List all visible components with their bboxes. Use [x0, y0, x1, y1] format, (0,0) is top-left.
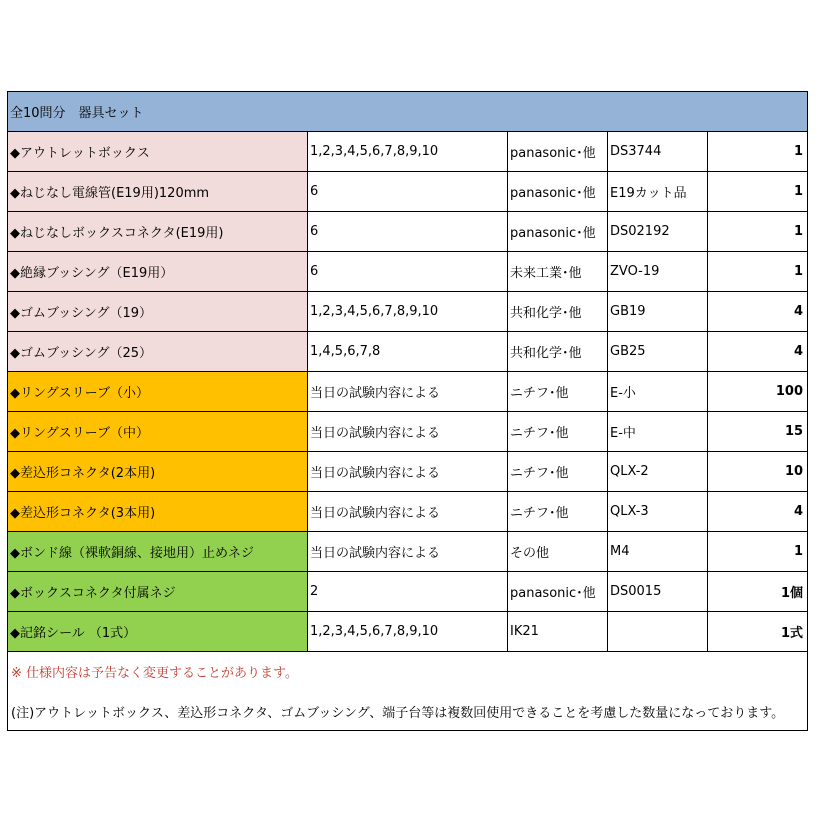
model-cell: QLX-3 [608, 492, 708, 532]
item-name-cell: ◆ボンド線（裸軟銅線、接地用）止めネジ [8, 532, 308, 572]
item-name-cell: ◆絶縁ブッシング（E19用） [8, 252, 308, 292]
table-row [8, 372, 808, 412]
quantity-cell: 4 [708, 332, 808, 372]
maker-cell: ニチフ･他 [508, 492, 608, 532]
item-name-cell: ◆リングスリーブ（中） [8, 412, 308, 452]
problems-cell: 6 [308, 172, 508, 212]
model-cell: M4 [608, 532, 708, 572]
item-name-cell: ◆差込形コネクタ(2本用) [8, 452, 308, 492]
maker-cell: panasonic･他 [508, 212, 608, 252]
quantity-cell: 15 [708, 412, 808, 452]
quantity-remark: (注)アウトレットボックス、差込形コネクタ、ゴムブッシング、端子台等は複数回使用できることを考慮した数量になっております。 [11, 706, 785, 721]
table-row [8, 132, 808, 172]
table-row [8, 532, 808, 572]
problems-cell: 6 [308, 212, 508, 252]
quantity-cell: 1 [708, 172, 808, 212]
table-row [8, 412, 808, 452]
maker-cell: ニチフ･他 [508, 412, 608, 452]
table-row [8, 252, 808, 292]
model-cell: E-小 [608, 372, 708, 412]
table-row [8, 612, 808, 652]
problems-cell: 1,4,5,6,7,8 [308, 332, 508, 372]
maker-cell: 未来工業･他 [508, 252, 608, 292]
maker-cell: その他 [508, 532, 608, 572]
table-row [8, 572, 808, 612]
notes-cell [8, 652, 808, 731]
maker-cell: ニチフ･他 [508, 452, 608, 492]
problems-cell: 1,2,3,4,5,6,7,8,9,10 [308, 292, 508, 332]
maker-cell: panasonic･他 [508, 572, 608, 612]
item-name-cell: ◆記銘シール （1式） [8, 612, 308, 652]
item-name-cell: ◆アウトレットボックス [8, 132, 308, 172]
spec-change-warning: ※ 仕様内容は予告なく変更することがあります。 [11, 666, 298, 681]
problems-cell: 当日の試験内容による [308, 532, 508, 572]
problems-cell: 2 [308, 572, 508, 612]
model-cell: E-中 [608, 412, 708, 452]
maker-cell: 共和化学･他 [508, 292, 608, 332]
table-row [8, 212, 808, 252]
quantity-cell: 100 [708, 372, 808, 412]
equipment-set-sheet [7, 91, 807, 731]
item-name-cell: ◆ゴムブッシング（25） [8, 332, 308, 372]
model-cell: DS3744 [608, 132, 708, 172]
problems-cell: 当日の試験内容による [308, 492, 508, 532]
model-cell: GB19 [608, 292, 708, 332]
equipment-table [7, 91, 808, 731]
problems-cell: 6 [308, 252, 508, 292]
quantity-cell: 1式 [708, 612, 808, 652]
item-name-cell: ◆リングスリーブ（小） [8, 372, 308, 412]
item-name-cell: ◆ボックスコネクタ付属ネジ [8, 572, 308, 612]
model-cell: QLX-2 [608, 452, 708, 492]
item-name-cell: ◆差込形コネクタ(3本用) [8, 492, 308, 532]
title-row [8, 92, 808, 132]
table-row [8, 172, 808, 212]
model-cell: E19カット品 [608, 172, 708, 212]
problems-cell: 1,2,3,4,5,6,7,8,9,10 [308, 612, 508, 652]
problems-cell: 当日の試験内容による [308, 452, 508, 492]
maker-cell: panasonic･他 [508, 132, 608, 172]
quantity-cell: 4 [708, 492, 808, 532]
model-cell [608, 612, 708, 652]
table-row [8, 452, 808, 492]
problems-cell: 当日の試験内容による [308, 372, 508, 412]
maker-cell: IK21 [508, 612, 608, 652]
quantity-cell: 1 [708, 532, 808, 572]
maker-cell: ニチフ･他 [508, 372, 608, 412]
model-cell: GB25 [608, 332, 708, 372]
item-name-cell: ◆ゴムブッシング（19） [8, 292, 308, 332]
item-name-cell: ◆ねじなしボックスコネクタ(E19用) [8, 212, 308, 252]
maker-cell: panasonic･他 [508, 172, 608, 212]
problems-cell: 1,2,3,4,5,6,7,8,9,10 [308, 132, 508, 172]
notes-row [8, 652, 808, 731]
quantity-cell: 1 [708, 132, 808, 172]
model-cell: DS0015 [608, 572, 708, 612]
quantity-cell: 1個 [708, 572, 808, 612]
model-cell: ZVO-19 [608, 252, 708, 292]
table-title: 全10問分 器具セット [8, 92, 808, 132]
model-cell: DS02192 [608, 212, 708, 252]
quantity-cell: 4 [708, 292, 808, 332]
table-row [8, 332, 808, 372]
table-row [8, 492, 808, 532]
item-name-cell: ◆ねじなし電線管(E19用)120mm [8, 172, 308, 212]
table-row [8, 292, 808, 332]
problems-cell: 当日の試験内容による [308, 412, 508, 452]
quantity-cell: 10 [708, 452, 808, 492]
maker-cell: 共和化学･他 [508, 332, 608, 372]
quantity-cell: 1 [708, 212, 808, 252]
quantity-cell: 1 [708, 252, 808, 292]
